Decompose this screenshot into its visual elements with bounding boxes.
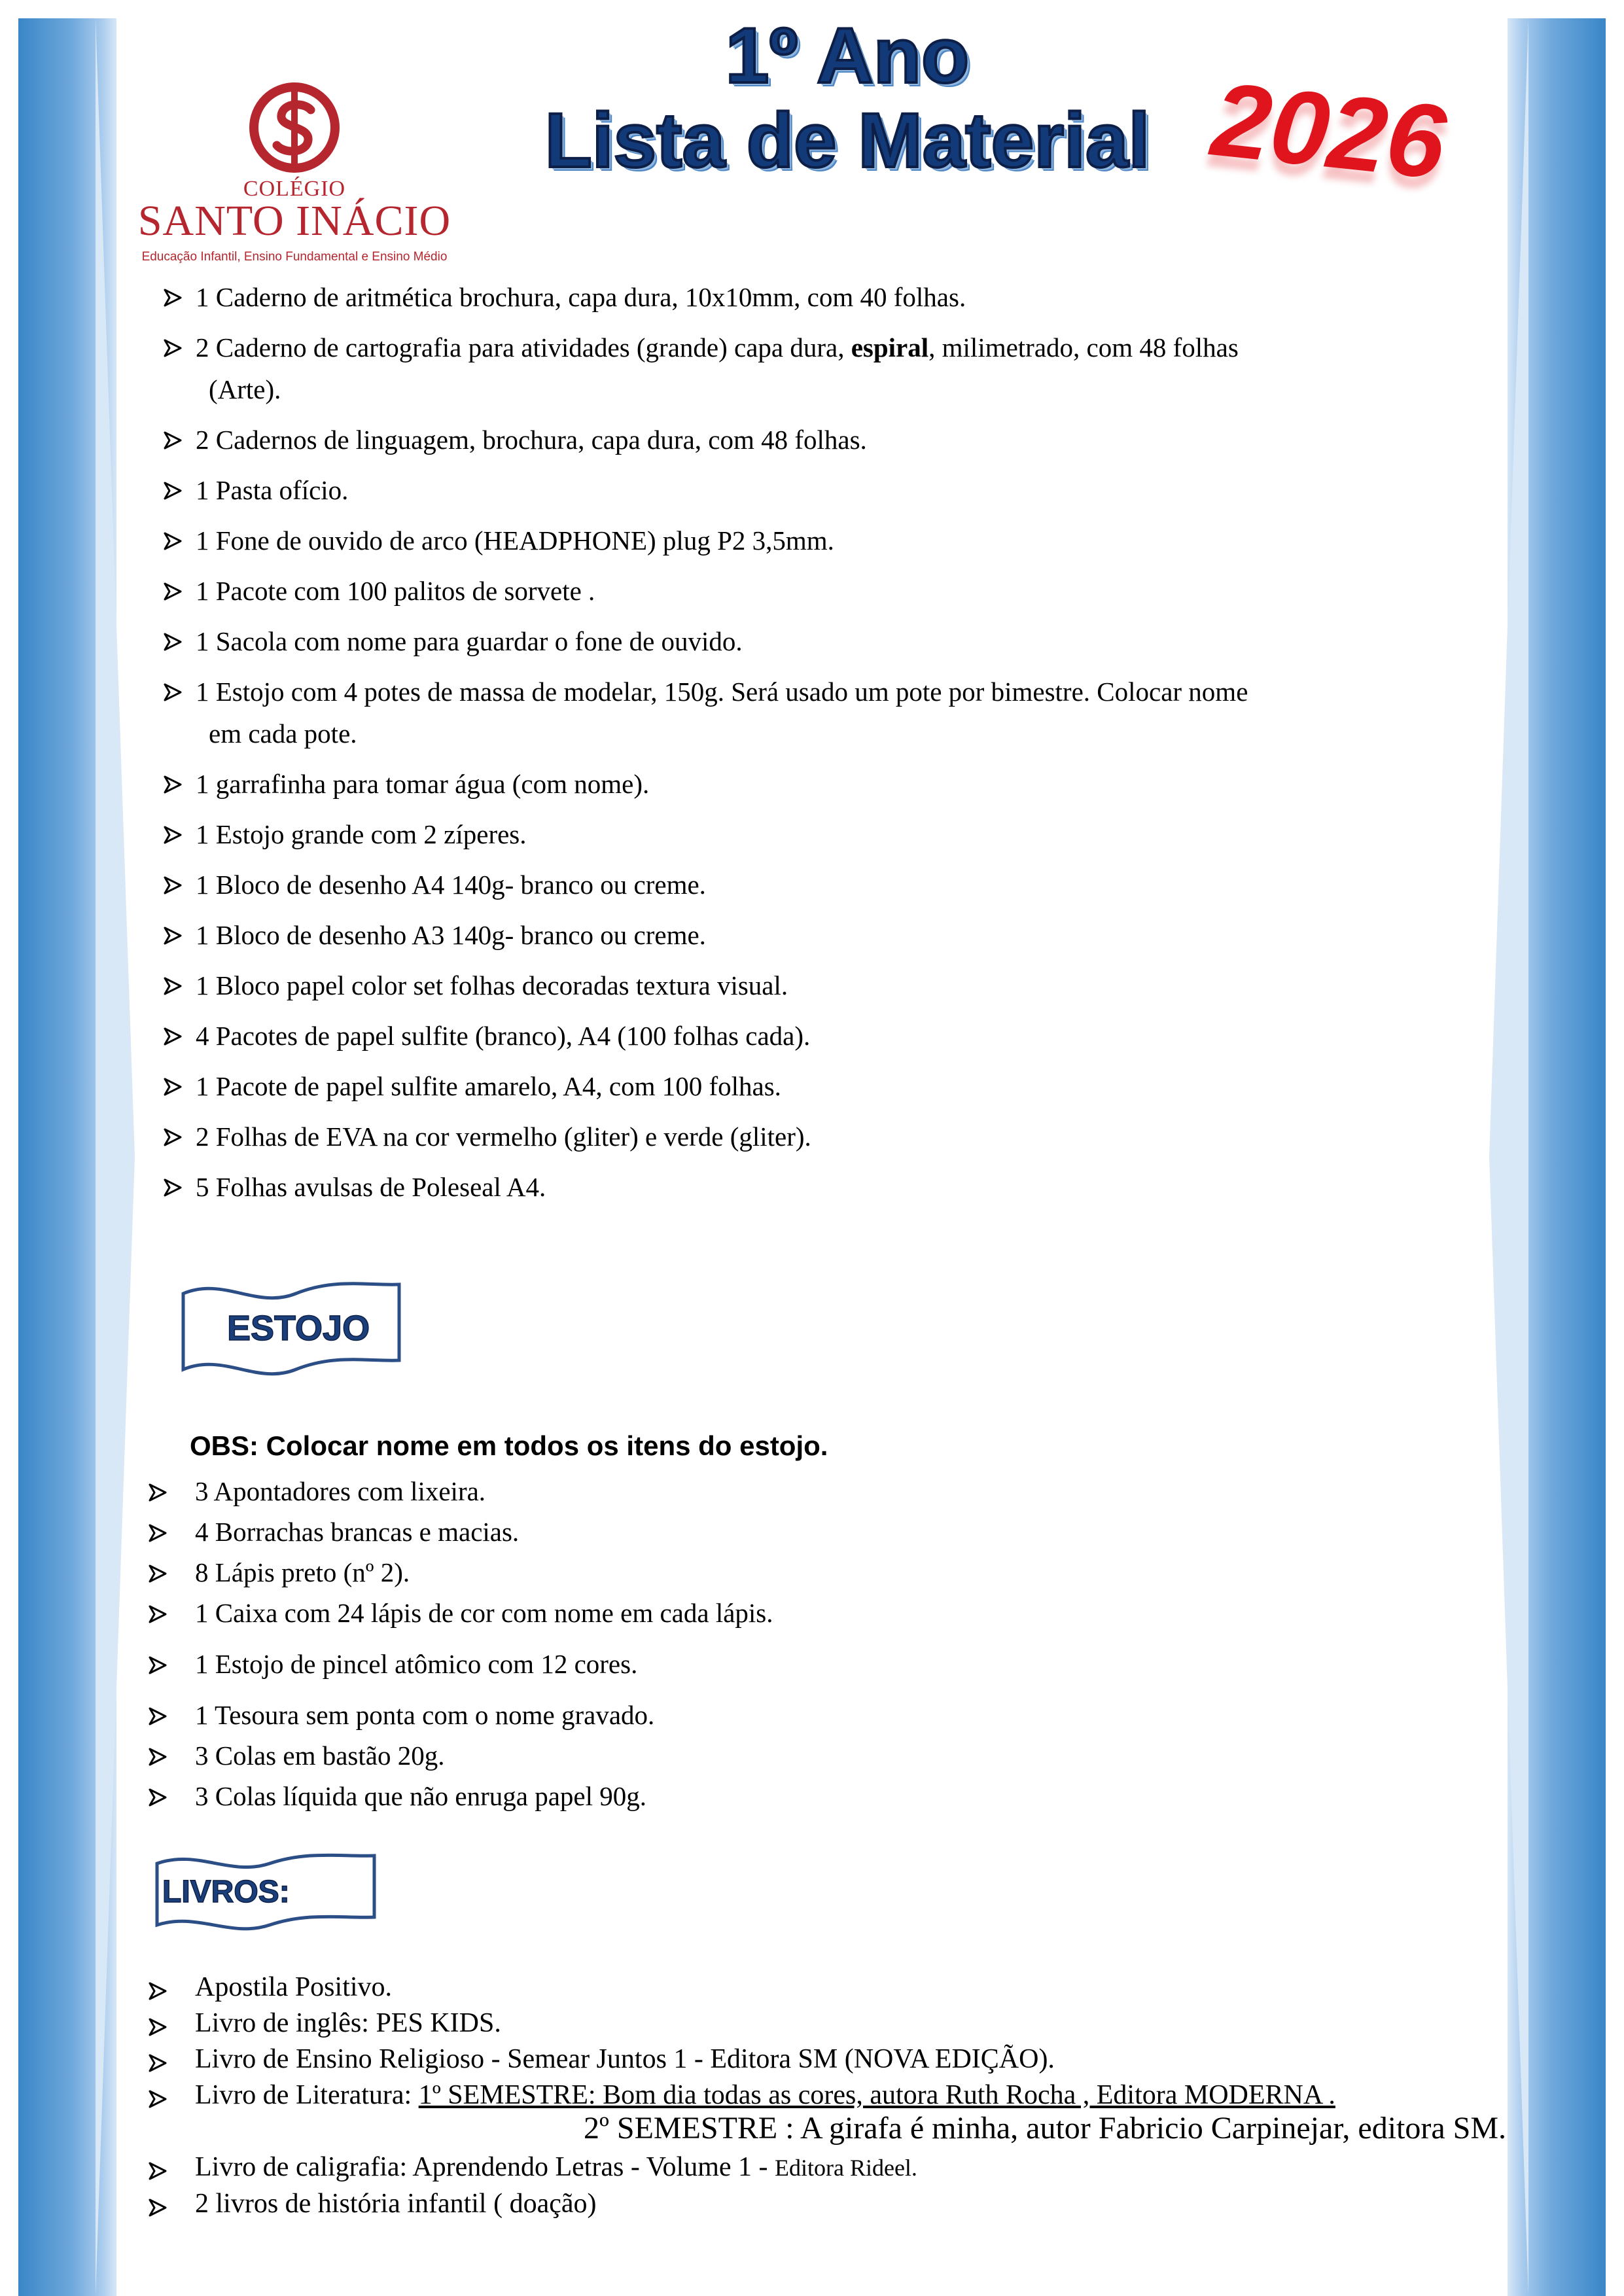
list-item-text: 1 Bloco de desenho A4 140g- branco ou creme. (196, 870, 706, 900)
bullet-arrow-icon (160, 570, 186, 612)
bullet-arrow-icon (145, 1644, 171, 1686)
list-item (160, 914, 1436, 956)
list-item-continuation: (Arte). (209, 374, 281, 404)
list-item (160, 1116, 1436, 1157)
list-item (145, 2186, 1454, 2222)
list-item (145, 1644, 1388, 1684)
bullet-arrow-icon (160, 813, 186, 855)
list-item (145, 1471, 1388, 1511)
list-item-text: Apostila Positivo. (195, 1972, 393, 2002)
list-item-text: 4 Borrachas brancas e macias. (195, 1517, 520, 1547)
bullet-arrow-icon (160, 763, 186, 805)
page-title-grade: 1º Ano (725, 12, 970, 99)
logo-tagline: Educação Infantil, Ensino Fundamental e Ensino Médio (141, 250, 448, 264)
list-item-text: 4 Pacotes de papel sulfite (branco), A4 (100 folhas cada). (196, 1021, 811, 1051)
list-item-text: 1 Tesoura sem ponta com o nome gravado. (195, 1700, 655, 1730)
bullet-arrow-icon (160, 914, 186, 956)
list-item-text: 1 Pacote com 100 palitos de sorvete . (196, 576, 595, 606)
list-item-bold-text: espiral (851, 332, 929, 362)
list-item (160, 964, 1436, 1006)
list-item (145, 2149, 1454, 2186)
list-item-text: 1 Sacola com nome para guardar o fone de ouvido. (196, 626, 743, 656)
list-item (145, 1511, 1388, 1552)
books-list (145, 1969, 1507, 2222)
estojo-list (145, 1471, 1388, 1816)
right-decorative-border (1508, 18, 1606, 2296)
materials-list (160, 276, 1436, 1216)
livros-banner (152, 1852, 382, 1937)
bullet-arrow-icon (145, 1511, 171, 1553)
left-decorative-border (18, 18, 116, 2296)
list-item (160, 327, 1436, 410)
list-item-text: 1 Pacote de papel sulfite amarelo, A4, com 100 folhas. (196, 1071, 781, 1101)
list-item (160, 419, 1436, 461)
caligrafia-editora: Editora Rideel. (775, 2155, 917, 2181)
list-item-text: 2 Cadernos de linguagem, brochura, capa dura, com 48 folhas. (196, 425, 867, 455)
logo-colegio-text: COLÉGIO (243, 177, 346, 201)
bullet-arrow-icon (145, 1471, 171, 1513)
list-item (160, 1166, 1436, 1208)
list-item-text: 2 Folhas de EVA na cor vermelho (gliter) e verde (gliter). (196, 1122, 811, 1152)
list-item (145, 1593, 1388, 1633)
bullet-arrow-icon (160, 520, 186, 561)
list-item (145, 2041, 1454, 2077)
bullet-arrow-icon (160, 1166, 186, 1208)
bullet-arrow-icon (160, 419, 186, 461)
list-item (160, 620, 1436, 662)
list-item (145, 1969, 1454, 2005)
logo-school-name: SANTO INÁCIO (137, 197, 451, 245)
list-item-text: 1 Estojo de pincel atômico com 12 cores. (195, 1649, 638, 1679)
bullet-arrow-icon (145, 2077, 171, 2119)
literatura-semester-1: 1º SEMESTRE: Bom dia todas as cores, autora Ruth Rocha , Editora MODERNA . (418, 2080, 1335, 2110)
school-logo (134, 79, 455, 268)
bullet-arrow-icon (160, 327, 186, 368)
list-item-text: 1 Bloco de desenho A3 140g- branco ou creme. (196, 920, 706, 950)
page-title-list: Lista de Material (544, 97, 1150, 184)
bullet-arrow-icon (160, 864, 186, 906)
list-item-text: 1 garrafinha para tomar água (com nome). (196, 769, 650, 799)
list-item-text: Livro de Ensino Religioso - Semear Juntos 1 - Editora SM (NOVA EDIÇÃO). (195, 2044, 1055, 2074)
list-item-text: 1 Bloco papel color set folhas decoradas textura visual. (196, 970, 788, 1000)
list-item-text: 2 Caderno de cartografia para atividades (grande) capa dura, (196, 332, 851, 362)
list-item (160, 520, 1436, 561)
livros-banner-label: LIVROS: (162, 1875, 290, 1909)
list-item (160, 276, 1436, 318)
school-emblem-icon (245, 79, 344, 177)
bullet-arrow-icon (160, 469, 186, 511)
list-item (160, 763, 1436, 805)
bullet-arrow-icon (160, 1065, 186, 1107)
bullet-arrow-icon (145, 1776, 171, 1818)
list-item-text: 5 Folhas avulsas de Poleseal A4. (196, 1172, 546, 1202)
bullet-arrow-icon (145, 1735, 171, 1777)
list-item-text: 3 Apontadores com lixeira. (195, 1476, 486, 1506)
bullet-arrow-icon (160, 671, 186, 713)
list-item-text: 2 livros de história infantil ( doação) (195, 2189, 597, 2219)
list-item-text: 1 Estojo grande com 2 zíperes. (196, 819, 527, 849)
list-item-text: 8 Lápis preto (nº 2). (195, 1557, 410, 1587)
list-item-text: 3 Colas líquida que não enruga papel 90g. (195, 1781, 646, 1811)
list-item (145, 2005, 1454, 2041)
list-item (160, 1065, 1436, 1107)
list-item (145, 1735, 1388, 1776)
bullet-arrow-icon (145, 2186, 171, 2228)
list-item-text: 1 Fone de ouvido de arco (HEADPHONE) plug P2 3,5mm. (196, 525, 834, 556)
bullet-arrow-icon (160, 620, 186, 662)
list-item-text: 3 Colas em bastão 20g. (195, 1740, 445, 1771)
estojo-banner (178, 1279, 407, 1384)
list-item (145, 1776, 1388, 1816)
bullet-arrow-icon (145, 2149, 171, 2191)
estojo-banner-label: ESTOJO (227, 1309, 370, 1348)
list-item (145, 1695, 1388, 1735)
list-item-text: 1 Pasta ofício. (196, 475, 349, 505)
list-item-text: 1 Caderno de aritmética brochura, capa dura, 10x10mm, com 40 folhas. (196, 282, 966, 312)
list-item-text: Livro de inglês: PES KIDS. (195, 2008, 501, 2038)
list-item (160, 671, 1436, 754)
bullet-arrow-icon (145, 1593, 171, 1634)
bullet-arrow-icon (145, 1695, 171, 1737)
list-item (160, 1015, 1436, 1057)
year-badge: 2026 (1207, 60, 1451, 201)
list-item-text: , milimetrado, com 48 folhas (928, 332, 1239, 362)
list-item (160, 570, 1436, 612)
list-item-text: Livro de Literatura: (195, 2080, 419, 2110)
list-item (145, 1552, 1388, 1593)
list-item (160, 813, 1436, 855)
literatura-semester-2: 2º SEMESTRE : A girafa é minha, autor Fabricio Carpinejar, editora SM. (584, 2111, 1507, 2146)
estojo-obs-note: OBS: Colocar nome em todos os itens do estojo. (190, 1430, 828, 1461)
bullet-arrow-icon (160, 276, 186, 318)
bullet-arrow-icon (160, 1015, 186, 1057)
list-item-text: Livro de caligrafia: Aprendendo Letras - Volume 1 - (195, 2152, 775, 2182)
bullet-arrow-icon (145, 1552, 171, 1594)
list-item-continuation: em cada pote. (209, 718, 357, 749)
list-item-text: 1 Caixa com 24 lápis de cor com nome em cada lápis. (195, 1598, 773, 1628)
list-item (160, 864, 1436, 906)
bullet-arrow-icon (160, 1116, 186, 1157)
list-item (160, 469, 1436, 511)
list-item-text: 1 Estojo com 4 potes de massa de modelar, 150g. Será usado um pote por bimestre. Colocar nome (196, 677, 1248, 707)
bullet-arrow-icon (160, 964, 186, 1006)
